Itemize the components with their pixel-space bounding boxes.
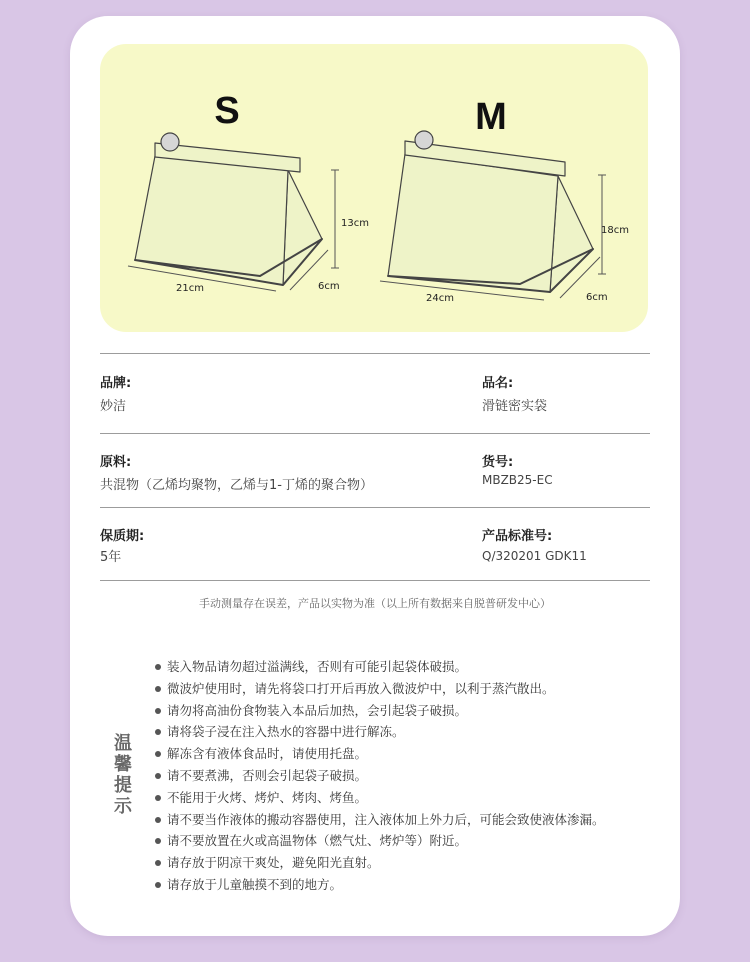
bag-s-illustration	[135, 143, 322, 285]
size-m-height: 18cm	[601, 225, 629, 236]
bag-m-hang-hole	[415, 131, 433, 149]
item-number-label: 货号:	[482, 455, 514, 470]
divider	[100, 507, 650, 508]
brand-value: 妙洁	[100, 399, 127, 414]
size-diagram-panel	[100, 44, 648, 332]
size-s-depth: 6cm	[318, 281, 340, 292]
material-value: 共混物（乙烯均聚物，乙烯与1-丁烯的聚合物）	[100, 478, 373, 493]
tips-list	[152, 656, 605, 896]
tip-item: 请勿将高油份食物装入本品后加热，会引起袋子破损。	[152, 700, 605, 722]
tip-item: 请不要当作液体的搬动容器使用，注入液体加上外力后，可能会致使液体渗漏。	[152, 809, 605, 831]
bag-m-illustration	[388, 141, 593, 292]
tip-item: 请不要放置在火或高温物体（燃气灶、烤炉等）附近。	[152, 830, 605, 852]
divider	[100, 353, 650, 354]
measurement-note: 手动测量存在误差，产品以实物为准（以上所有数据来自脱普研发中心）	[199, 597, 551, 610]
product-name-label: 品名:	[482, 376, 514, 391]
standard-value: Q/320201 GDK11	[482, 549, 587, 563]
tip-item: 解冻含有液体食品时，请使用托盘。	[152, 743, 605, 765]
tip-item: 请不要煮沸，否则会引起袋子破损。	[152, 765, 605, 787]
tip-item: 请存放于阴凉干爽处，避免阳光直射。	[152, 852, 605, 874]
size-m-depth: 6cm	[586, 292, 608, 303]
size-m-width: 24cm	[426, 293, 454, 304]
tip-item: 微波炉使用时，请先将袋口打开后再放入微波炉中，以利于蒸汽散出。	[152, 678, 605, 700]
shelf-life-value: 5年	[100, 550, 122, 565]
divider	[100, 433, 650, 434]
product-name-value: 滑链密实袋	[482, 399, 548, 414]
divider	[100, 580, 650, 581]
size-m-letter: M	[475, 96, 507, 138]
tip-item: 装入物品请勿超过溢满线，否则有可能引起袋体破损。	[152, 656, 605, 678]
bag-s-hang-hole	[161, 133, 179, 151]
material-label: 原料:	[100, 455, 132, 470]
tip-item: 请将袋子浸在注入热水的容器中进行解冻。	[152, 721, 605, 743]
brand-label: 品牌:	[100, 376, 132, 391]
size-s-width: 21cm	[176, 283, 204, 294]
size-s-letter: S	[214, 90, 240, 132]
standard-label: 产品标准号:	[482, 529, 553, 544]
tips-title: 温 馨 提 示	[114, 733, 132, 817]
item-number-value: MBZB25-EC	[482, 473, 553, 487]
tip-item: 请存放于儿童触摸不到的地方。	[152, 874, 605, 896]
tip-item: 不能用于火烤、烤炉、烤肉、烤鱼。	[152, 787, 605, 809]
shelf-life-label: 保质期:	[100, 529, 145, 544]
size-s-height: 13cm	[341, 218, 369, 229]
size-diagram	[100, 44, 648, 332]
